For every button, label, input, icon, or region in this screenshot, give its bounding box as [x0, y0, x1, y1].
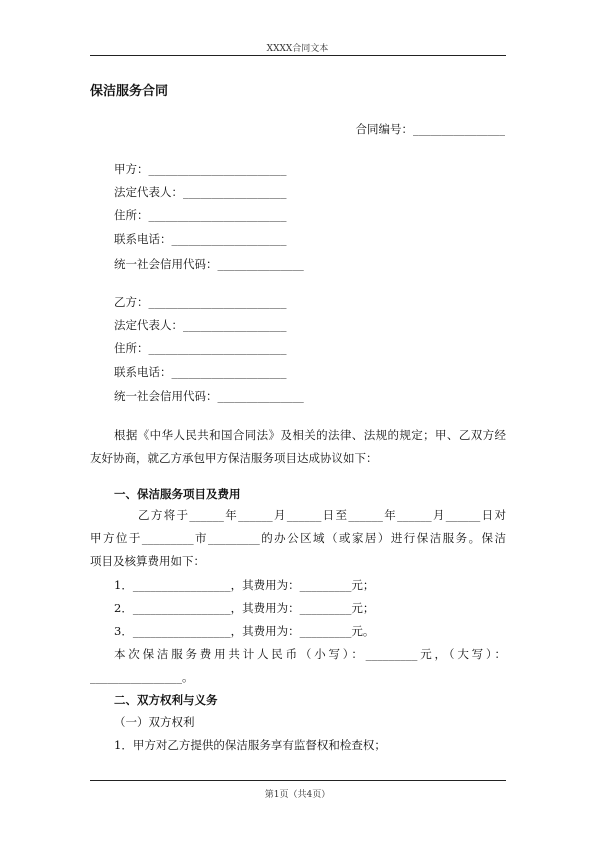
- intro-line-2: 友好协商，就乙方承包甲方保洁服务项目达成协议如下：: [90, 451, 378, 465]
- document-title: 保洁服务合同: [90, 84, 169, 99]
- total-fee-line-2: ________________。: [90, 670, 194, 684]
- page-header: XXXX合同文本: [266, 44, 329, 54]
- party-b-address: 住所：________________________: [114, 341, 287, 355]
- party-b-credit-code: 统一社会信用代码：_______________: [114, 389, 304, 403]
- fee-item-2: 2．_________________，其费用为：_________元；: [114, 601, 375, 615]
- party-a-name: 甲方：________________________: [114, 162, 287, 176]
- fee-item-1: 1．_________________，其费用为：_________元；: [114, 578, 375, 592]
- section-1-line-1: 乙方将于______年______月______日至______年______月______日对: [138, 508, 506, 522]
- page-footer: 第1页（共4页）: [264, 790, 331, 800]
- party-a-address: 住所：________________________: [114, 208, 287, 222]
- party-a-credit-code: 统一社会信用代码：_______________: [114, 257, 304, 271]
- section-2-subheading: （一）双方权利: [114, 715, 195, 729]
- fee-item-3: 3．_________________，其费用为：_________元。: [114, 624, 375, 638]
- intro-line-1: 根据《中华人民共和国合同法》及相关的法律、法规的规定；甲、乙双方经: [114, 428, 506, 442]
- section-1-line-2: 甲方位于_________市_________的办公区域（或家居）进行保洁服务。保洁: [90, 531, 506, 545]
- header-rule: [90, 55, 506, 56]
- footer-rule: [90, 780, 506, 781]
- party-a-legal-rep: 法定代表人：__________________: [114, 185, 287, 199]
- party-a-phone: 联系电话：____________________: [114, 232, 287, 246]
- party-b-legal-rep: 法定代表人：__________________: [114, 318, 287, 332]
- section-2-heading: 二、双方权利与义务: [114, 693, 218, 707]
- section-1-line-3: 项目及核算费用如下：: [90, 554, 205, 568]
- party-b-phone: 联系电话：____________________: [114, 365, 287, 379]
- section-2-item-1: 1．甲方对乙方提供的保洁服务享有监督权和检查权；: [114, 738, 386, 752]
- total-fee-line-1: 本次保洁服务费用共计人民币（小写）：_________元，（大写）：: [114, 647, 506, 661]
- party-b-name: 乙方：________________________: [114, 295, 287, 309]
- contract-number-field: 合同编号：________________: [355, 122, 505, 136]
- section-1-heading: 一、保洁服务项目及费用: [114, 487, 241, 501]
